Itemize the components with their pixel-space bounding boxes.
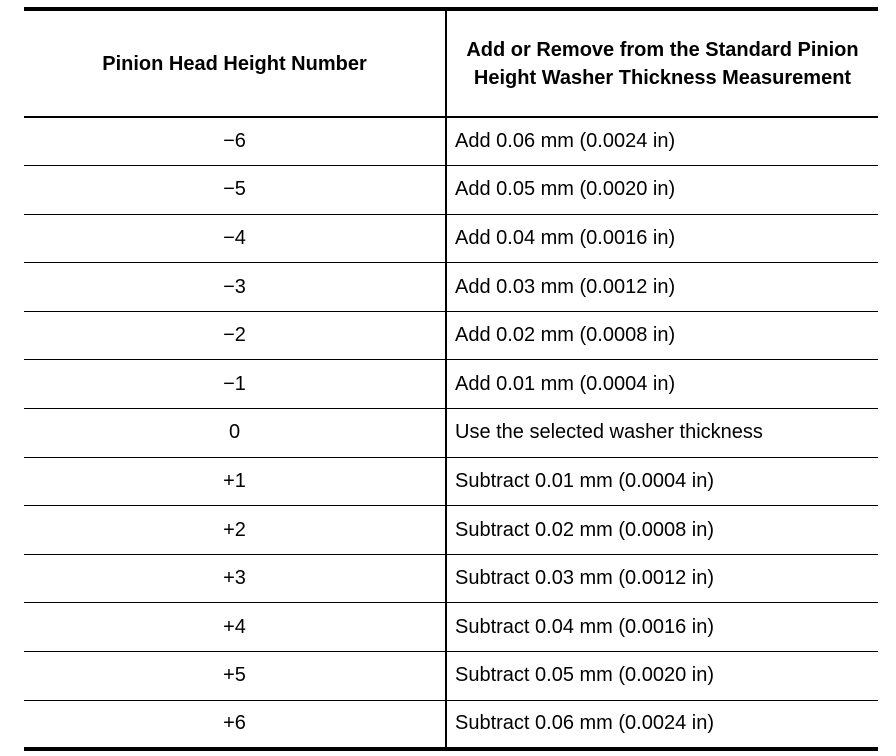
- table-row: [24, 360, 878, 409]
- pinion-number-cell: −5: [24, 166, 446, 215]
- pinion-number-cell: +6: [24, 700, 446, 749]
- table-row: [24, 214, 878, 263]
- adjustment-cell: Subtract 0.05 mm (0.0020 in): [455, 664, 715, 687]
- table-row: [24, 166, 878, 215]
- pinion-number-cell: −2: [24, 311, 446, 360]
- table-header: [24, 9, 878, 117]
- table-row: [24, 457, 878, 506]
- pinion-number-cell: +5: [24, 652, 446, 701]
- adjustment-cell: Add 0.04 mm (0.0016 in): [455, 226, 676, 249]
- adjustment-cell: Subtract 0.02 mm (0.0008 in): [455, 518, 715, 541]
- table-row: [24, 117, 878, 166]
- header-row: [24, 9, 878, 117]
- header-pinion-head-height-number: Pinion Head Height Number: [24, 9, 446, 117]
- pinion-height-table-container: [24, 7, 878, 751]
- adjustment-cell: Add 0.06 mm (0.0024 in): [455, 130, 676, 153]
- pinion-number-cell: −3: [24, 263, 446, 312]
- table-row: [24, 652, 878, 701]
- table-row: [24, 409, 878, 458]
- adjustment-cell: Subtract 0.04 mm (0.0016 in): [455, 615, 715, 638]
- adjustment-cell: Subtract 0.03 mm (0.0012 in): [455, 567, 715, 590]
- adjustment-cell: Add 0.01 mm (0.0004 in): [455, 372, 676, 395]
- pinion-height-table: [24, 7, 878, 751]
- table-body: [24, 117, 878, 749]
- adjustment-cell: Add 0.05 mm (0.0020 in): [455, 178, 676, 201]
- adjustment-cell: Subtract 0.01 mm (0.0004 in): [455, 469, 715, 492]
- table-row: [24, 263, 878, 312]
- pinion-number-cell: 0: [24, 409, 446, 458]
- table-row: [24, 603, 878, 652]
- table-row: [24, 506, 878, 555]
- pinion-number-cell: −1: [24, 360, 446, 409]
- pinion-number-cell: +3: [24, 554, 446, 603]
- pinion-number-cell: −4: [24, 214, 446, 263]
- pinion-number-cell: +1: [24, 457, 446, 506]
- adjustment-cell: Add 0.03 mm (0.0012 in): [455, 275, 676, 298]
- pinion-number-cell: +2: [24, 506, 446, 555]
- table-row: [24, 311, 878, 360]
- adjustment-cell: Use the selected washer thickness: [455, 421, 763, 444]
- pinion-number-cell: −6: [24, 117, 446, 166]
- adjustment-cell: Subtract 0.06 mm (0.0024 in): [455, 712, 715, 735]
- header-add-or-remove: Add or Remove from the Standard Pinion Height Washer Thickness Measurement: [466, 38, 859, 89]
- table-row: [24, 700, 878, 749]
- table-row: [24, 554, 878, 603]
- adjustment-cell: Add 0.02 mm (0.0008 in): [455, 324, 676, 347]
- pinion-number-cell: +4: [24, 603, 446, 652]
